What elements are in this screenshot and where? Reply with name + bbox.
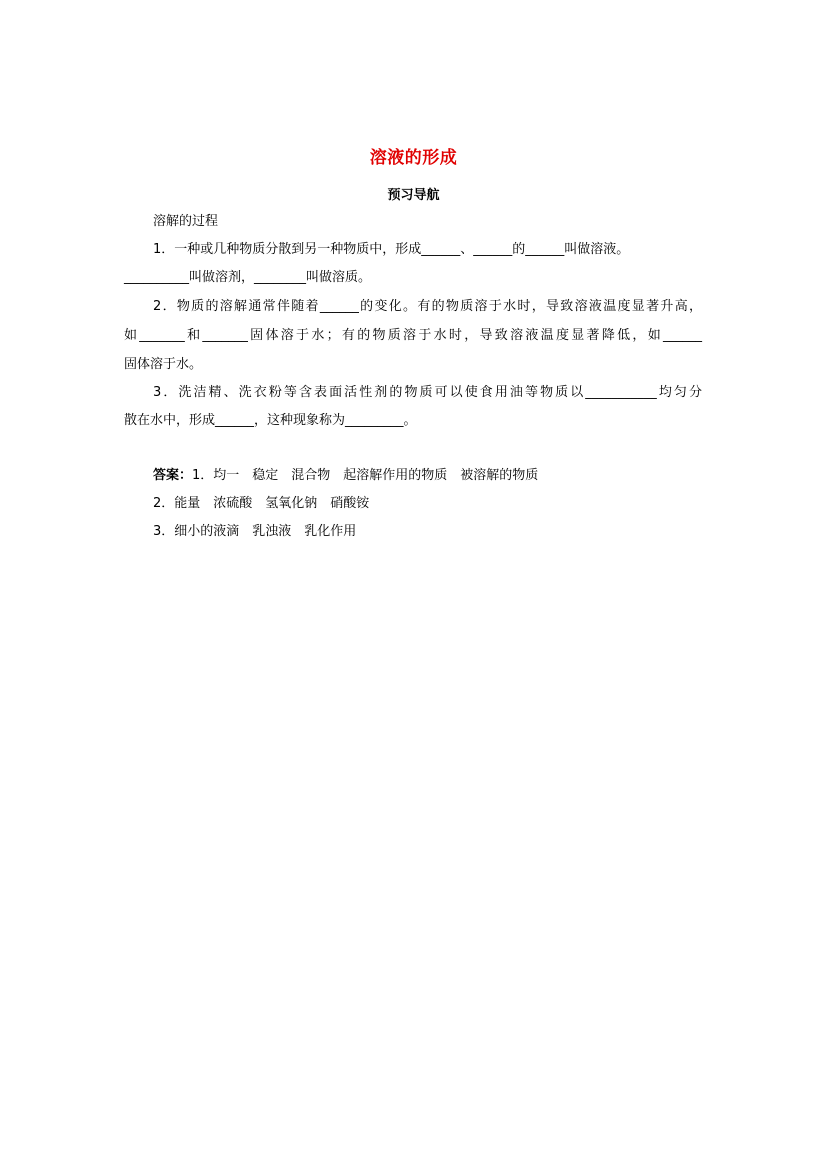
- question-2-line-3: 固体溶于水。: [124, 357, 203, 372]
- question-1-line-1: 1．一种或几种物质分散到另一种物质中，形成______、______的______叫做溶液。: [153, 242, 630, 257]
- answer-3: 3．细小的液滴 乳浊液 乳化作用: [153, 524, 357, 539]
- question-3-line-1: 3．洗洁精、洗衣粉等含表面活性剂的物质可以使食用油等物质以___________均匀分: [153, 385, 702, 400]
- answer-2: 2．能量 浓硫酸 氢氧化钠 硝酸铵: [153, 496, 370, 511]
- section-heading: 溶解的过程: [153, 214, 219, 229]
- section-subtitle: 预习导航: [387, 188, 440, 203]
- question-2-line-1: 2．物质的溶解通常伴随着______的变化。有的物质溶于水时，导致溶液温度显著升高，: [153, 299, 702, 314]
- question-1-line-2: __________叫做溶剂，________叫做溶质。: [124, 270, 372, 285]
- answer-1: [153, 466, 538, 486]
- answer-1-text: 1．均一 稳定 混合物 起溶解作用的物质 被溶解的物质: [192, 468, 539, 483]
- page-title: 溶液的形成: [369, 148, 458, 168]
- question-2-line-2: 如_______和_______固体溶于水；有的物质溶于水时，导致溶液温度显著降低，如______: [124, 328, 702, 343]
- question-3-line-2: 散在水中，形成______，这种现象称为_________。: [124, 413, 417, 428]
- answer-label: 答案：: [153, 468, 193, 483]
